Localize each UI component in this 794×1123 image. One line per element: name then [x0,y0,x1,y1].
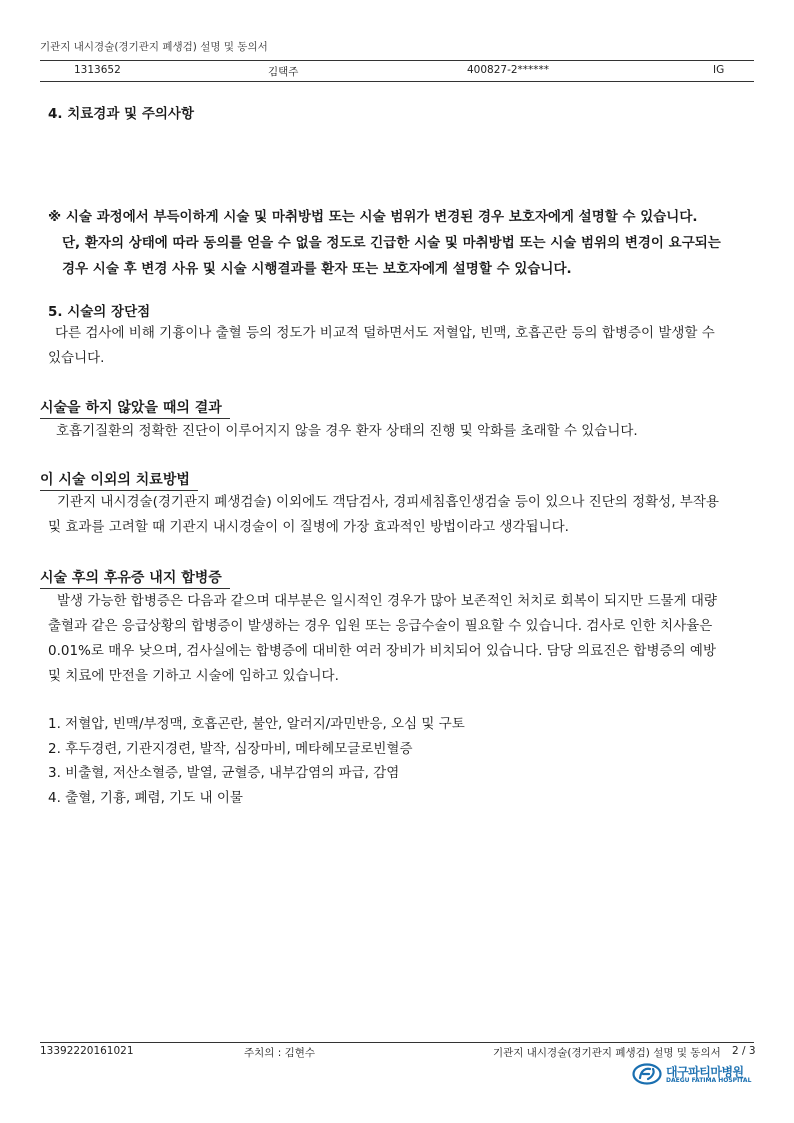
list-item: 2. 후두경련, 기관지경련, 발작, 심장마비, 메타헤모글로빈혈증 [48,740,413,757]
no-procedure-heading: 시술을 하지 않았을 때의 결과 [40,397,230,419]
text-line: 다른 검사에 비해 기흉이나 출혈 등의 정도가 비교적 덜하면서도 저혈압, 빈맥, 호흡곤란 등의 합병증이 발생할 수 [55,325,715,341]
text-line: 및 효과를 고려할 때 기관지 내시경술이 이 질병에 가장 효과적인 방법이라고 생각됩니다. [48,519,569,535]
footer-page-number: 2 / 3 [732,1045,756,1057]
list-item: 1. 저혈압, 빈맥/부정맥, 호흡곤란, 불안, 알러지/과민반응, 오심 및 구토 [48,716,465,732]
note-line: ※ 시술 과정에서 부득이하게 시술 및 마취방법 또는 시술 범위가 변경된 경우 보호자에게 설명할 수 있습니다. [48,209,698,225]
text-line: 호흡기질환의 정확한 진단이 이루어지지 않을 경우 환자 상태의 진행 및 악화를 초래할 수 있습니다. [56,423,638,439]
patient-id: 1313652 [74,64,121,76]
footer-doc-number: 13392220161021 [40,1045,134,1057]
complications-list [48,712,465,810]
text-line: 발생 가능한 합병증은 다음과 같으며 대부분은 일시적인 경우가 많아 보존적인 처치로 회복이 되지만 드물게 대량 [57,593,717,609]
department-code: IG [713,64,725,76]
footer-divider [40,1042,754,1043]
procedure-change-note [48,204,768,282]
hospital-logo-icon [632,1063,662,1085]
resident-number: 400827-2****** [467,64,550,76]
text-line: 출혈과 같은 응급상황의 합병증이 발생하는 경우 입원 또는 응급수술이 필요할 수 있습니다. 검사로 인한 치사율은 [48,618,713,634]
footer-title: 기관지 내시경술(경기관지 폐생검) 설명 및 동의서 [493,1047,721,1059]
document-title: 기관지 내시경술(경기관지 폐생검) 설명 및 동의서 [40,41,268,53]
note-line: 단, 환자의 상태에 따라 동의를 얻을 수 없을 정도로 긴급한 시술 및 마취방법 또는 시술 범위의 변경이 요구되는 [62,235,721,251]
hospital-logo-korean: 대구파티마병원 [666,1065,744,1079]
text-line: 기관지 내시경술(경기관지 폐생검술) 이외에도 객담검사, 경피세침흡인생검술 등이 있으나 진단의 정확성, 부작용 [57,494,719,510]
complications-text [48,589,717,689]
list-item: 4. 출혈, 기흉, 폐렴, 기도 내 이물 [48,789,243,806]
section-5-text [48,321,715,371]
list-item: 3. 비출혈, 저산소혈증, 발열, 균혈증, 내부감염의 파급, 감염 [48,765,400,781]
hospital-logo-english: DAEGU FATIMA HOSPITAL [666,1077,752,1084]
patient-name: 김택주 [268,66,299,78]
footer-physician: 주치의 : 김현수 [244,1047,316,1059]
text-line: 0.01%로 매우 낮으며, 검사실에는 합병증에 대비한 여러 장비가 비치되어 있습니다. 담당 의료진은 합병증의 예방 [48,643,717,659]
patient-info-row [40,60,754,82]
no-procedure-text [56,419,638,444]
alternatives-heading: 이 시술 이외의 치료방법 [40,469,198,491]
section-4-heading: 4. 치료경과 및 주의사항 [48,106,194,122]
hospital-logo [632,1063,758,1085]
complications-heading: 시술 후의 후유증 내지 합병증 [40,567,230,589]
alternatives-text [48,490,719,540]
text-line: 있습니다. [48,350,105,366]
text-line: 및 치료에 만전을 기하고 시술에 임하고 있습니다. [48,668,339,684]
note-line: 경우 시술 후 변경 사유 및 시술 시행결과를 환자 또는 보호자에게 설명할 수 있습니다. [62,261,572,277]
section-5-heading: 5. 시술의 장단점 [48,304,151,320]
